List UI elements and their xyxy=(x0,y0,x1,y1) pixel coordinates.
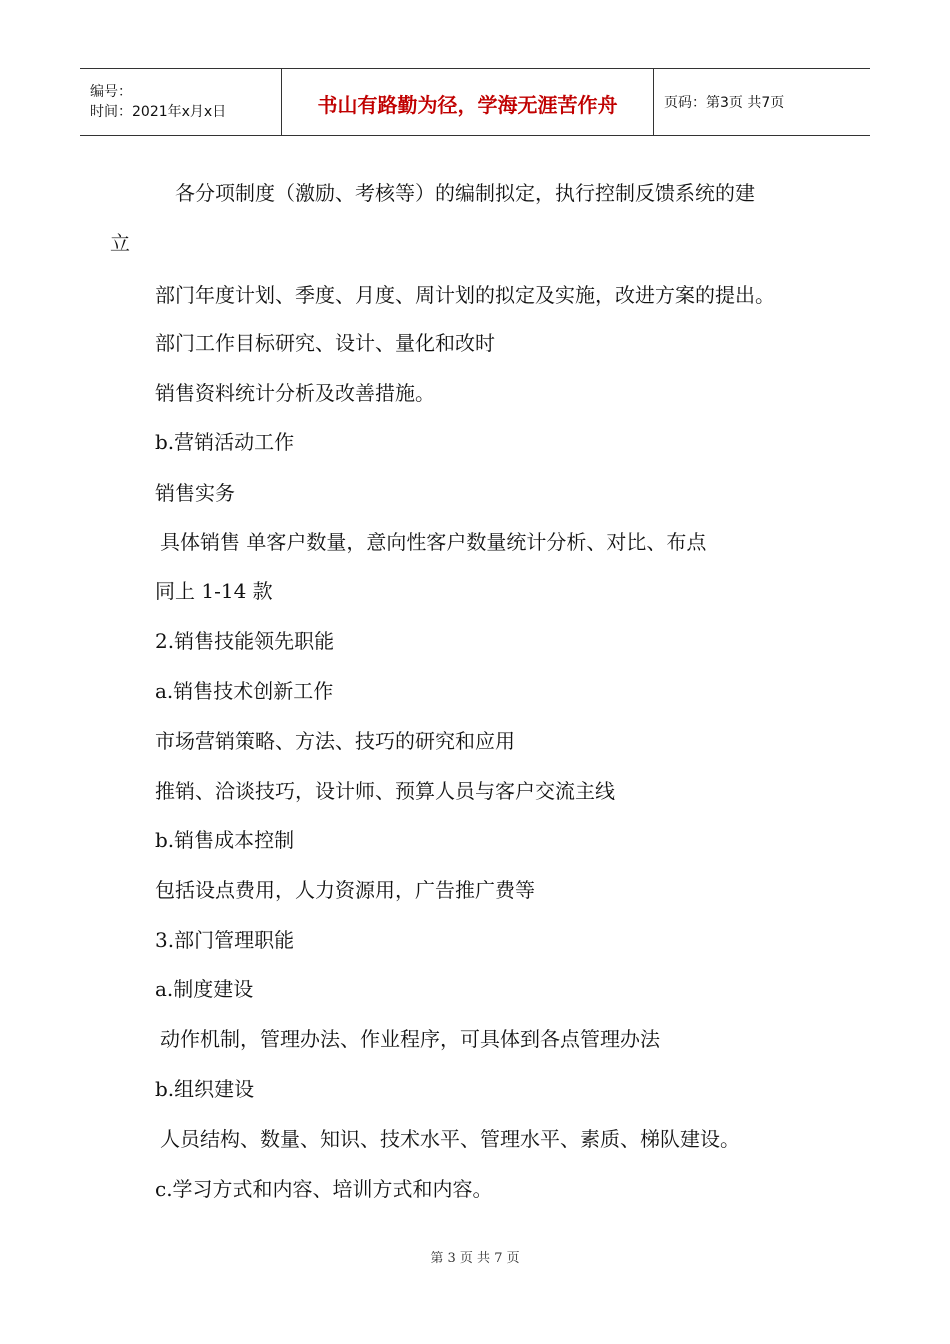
header-meta xyxy=(80,69,282,135)
body-line: 部门年度计划、季度、月度、周计划的拟定及实施，改进方案的提出。 xyxy=(155,283,775,307)
body-line: 包括设点费用，人力资源用，广告推广费等 xyxy=(155,878,535,902)
body-line: 动作机制，管理办法、作业程序，可具体到各点管理办法 xyxy=(160,1027,660,1051)
body-line: b.营销活动工作 xyxy=(155,430,295,454)
body-line: 各分项制度（激励、考核等）的编制拟定，执行控制反馈系统的建 xyxy=(175,181,755,205)
body-line: 人员结构、数量、知识、技术水平、管理水平、素质、梯队建设。 xyxy=(160,1127,740,1151)
body-line: b.销售成本控制 xyxy=(155,828,295,852)
document-time-label: 时间：2021年x月x日 xyxy=(90,104,227,120)
document-number-label: 编号： xyxy=(90,84,132,100)
body-line: 部门工作目标研究、设计、量化和改时 xyxy=(155,331,495,355)
header-page-info xyxy=(654,69,870,135)
body-line: c.学习方式和内容、培训方式和内容。 xyxy=(155,1177,493,1201)
document-header xyxy=(80,68,870,136)
body-line: a.制度建设 xyxy=(155,977,254,1001)
page-footer: 第 3 页 共 7 页 xyxy=(430,1251,520,1266)
body-line: 推销、洽谈技巧，设计师、预算人员与客户交流主线 xyxy=(155,779,615,803)
body-line: b.组织建设 xyxy=(155,1077,255,1101)
body-line: a.销售技术创新工作 xyxy=(155,679,334,703)
page-info-text: 页码：第3页 共7页 xyxy=(664,95,785,111)
body-line: 立 xyxy=(110,231,130,255)
body-line: 2.销售技能领先职能 xyxy=(155,629,335,653)
header-motto xyxy=(282,69,654,135)
body-line: 3.部门管理职能 xyxy=(155,928,295,952)
body-line: 市场营销策略、方法、技巧的研究和应用 xyxy=(155,729,515,753)
body-line: 销售资料统计分析及改善措施。 xyxy=(155,381,435,405)
body-line: 销售实务 xyxy=(155,481,235,505)
motto-text: 书山有路勤为径，学海无涯苦作舟 xyxy=(317,92,618,117)
body-line: 同上 1-14 款 xyxy=(155,579,273,603)
body-line: 具体销售 单客户数量，意向性客户数量统计分析、对比、布点 xyxy=(160,530,707,554)
